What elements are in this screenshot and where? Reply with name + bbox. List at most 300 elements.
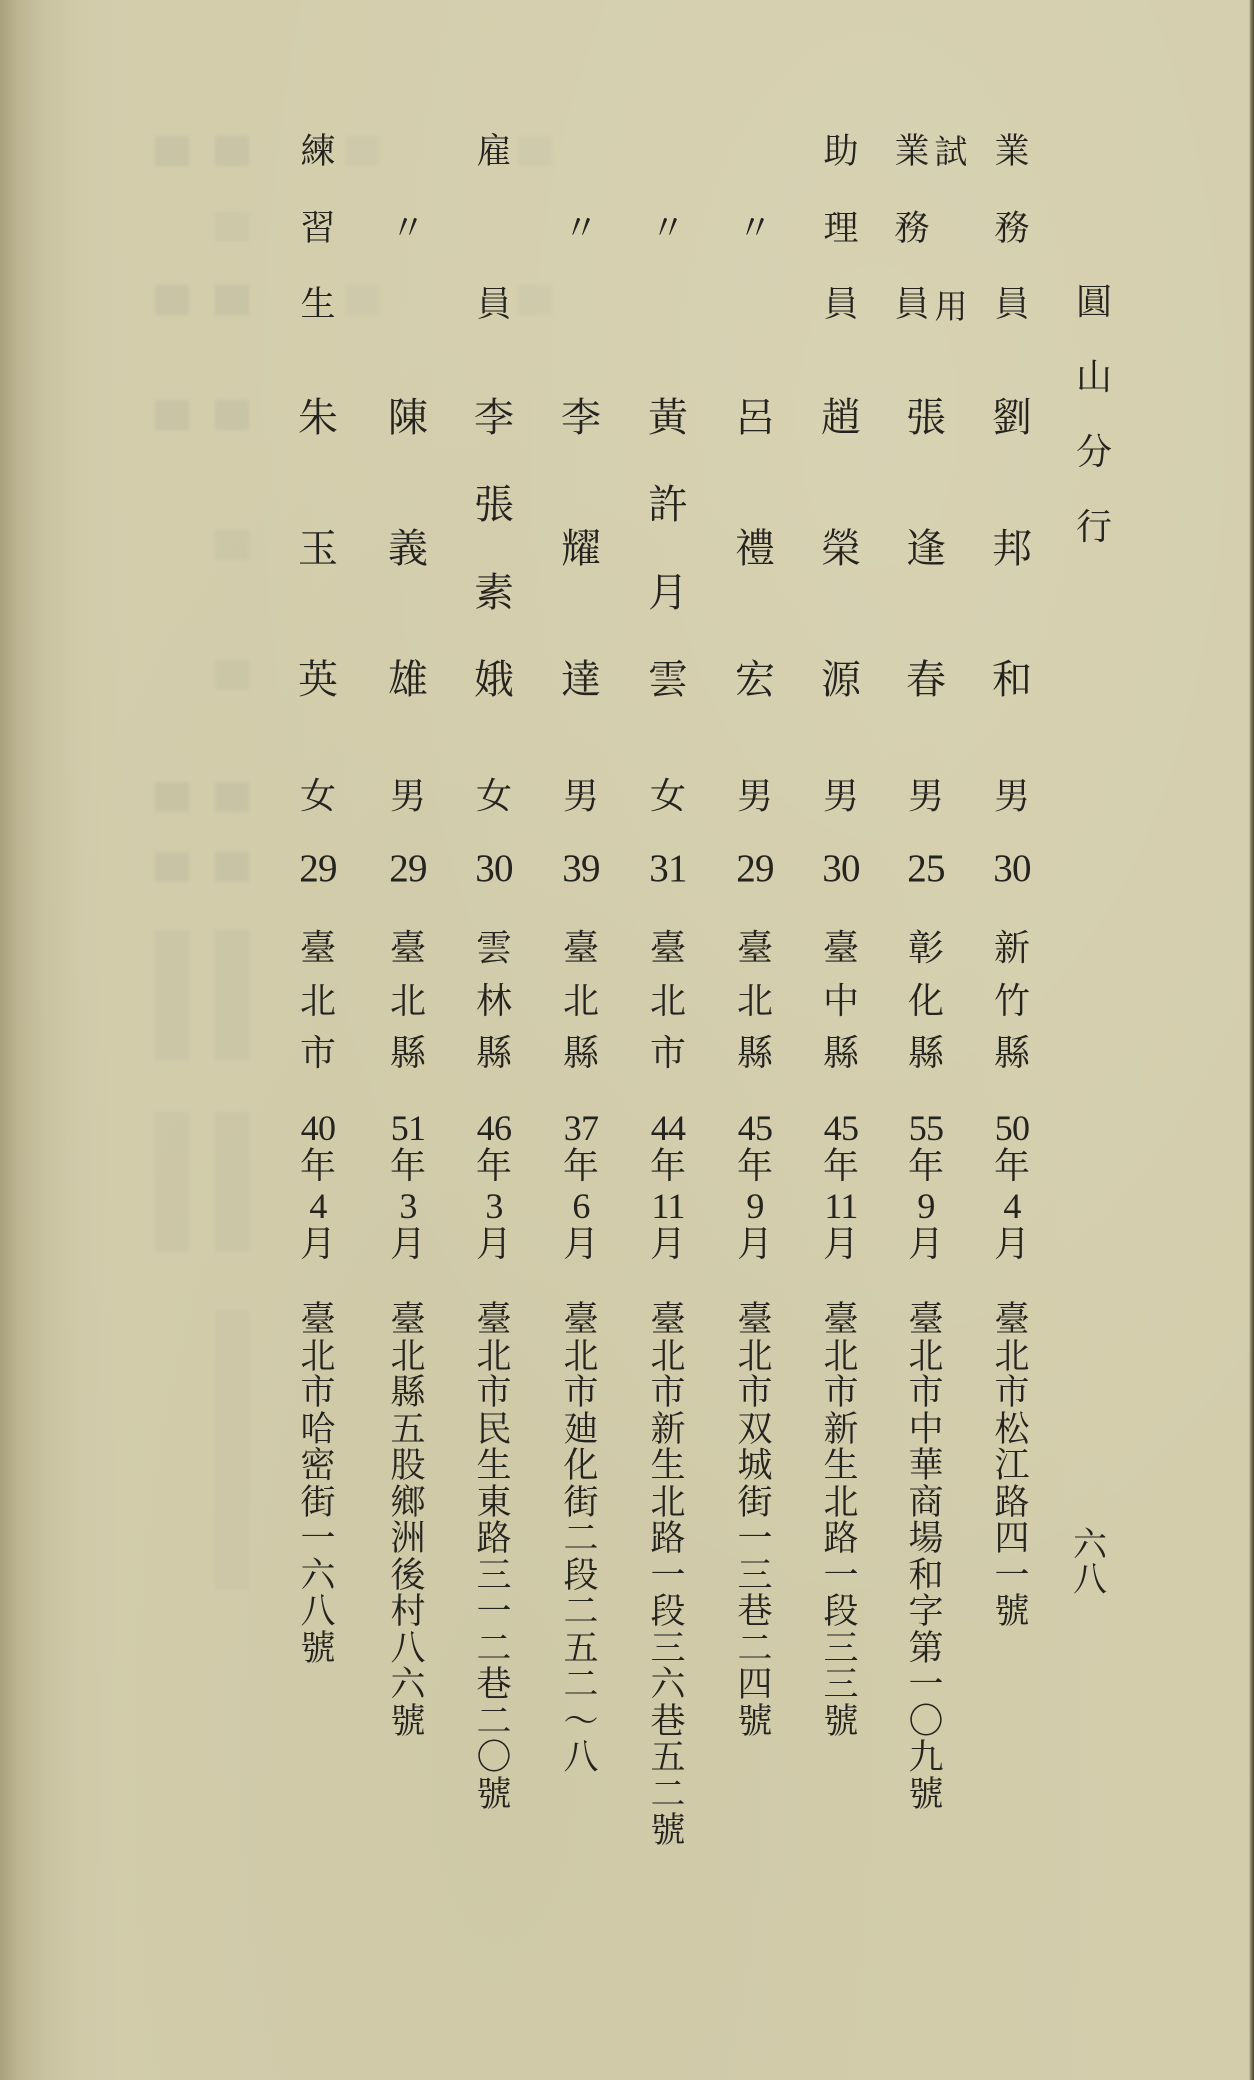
glyph: 北 bbox=[563, 1336, 599, 1377]
glyph: 39 bbox=[562, 847, 600, 890]
glyph: 一 bbox=[650, 1555, 686, 1596]
glyph: 八 bbox=[1073, 1560, 1107, 1600]
glyph: 員 bbox=[476, 285, 512, 325]
glyph: 黃 bbox=[648, 395, 688, 441]
glyph: 李 bbox=[474, 395, 514, 441]
glyph: 雲 bbox=[648, 656, 688, 703]
glyph: 新 bbox=[823, 1409, 859, 1450]
glyph: 行 bbox=[1075, 507, 1113, 548]
staff-name bbox=[388, 395, 428, 703]
bleed-through-mark bbox=[215, 136, 249, 166]
glyph: 劉 bbox=[992, 395, 1032, 441]
bleed-through-mark bbox=[345, 285, 379, 315]
job-title bbox=[823, 132, 859, 325]
start-date bbox=[737, 1110, 773, 1263]
glyph: ～ bbox=[563, 1701, 599, 1742]
staff-name bbox=[906, 395, 946, 703]
sex bbox=[475, 776, 513, 817]
start-date bbox=[994, 1110, 1030, 1263]
glyph: 五 bbox=[650, 1738, 686, 1778]
glyph: 山 bbox=[1075, 357, 1113, 398]
glyph: 北 bbox=[650, 1336, 686, 1377]
age bbox=[562, 849, 599, 888]
glyph: 巷 bbox=[737, 1592, 773, 1632]
sex bbox=[649, 776, 687, 817]
native-place bbox=[907, 928, 945, 1074]
bleed-through-mark bbox=[215, 400, 249, 430]
glyph: 46 bbox=[476, 1108, 512, 1148]
glyph: 北 bbox=[300, 1336, 336, 1377]
bleed-through-mark bbox=[518, 136, 552, 166]
glyph: 呂 bbox=[735, 395, 775, 441]
glyph: 年 bbox=[907, 1146, 945, 1187]
glyph: 〇 bbox=[908, 1701, 944, 1742]
glyph: 北 bbox=[823, 1336, 859, 1377]
glyph: 試 bbox=[934, 132, 968, 171]
glyph: 生 bbox=[476, 1446, 512, 1486]
glyph: 化 bbox=[907, 980, 945, 1022]
glyph: 女 bbox=[299, 776, 337, 817]
bleed-through-mark bbox=[155, 285, 189, 315]
glyph: 理 bbox=[823, 208, 859, 249]
staff-name bbox=[992, 395, 1032, 703]
glyph: 臺 bbox=[563, 1300, 599, 1340]
sex bbox=[389, 776, 427, 817]
job-title bbox=[994, 132, 1030, 325]
glyph: 50 bbox=[994, 1108, 1030, 1148]
glyph: 11 bbox=[824, 1186, 858, 1226]
glyph: 段 bbox=[823, 1592, 859, 1632]
glyph: 二 bbox=[563, 1592, 599, 1632]
glyph: 源 bbox=[821, 657, 861, 703]
address bbox=[908, 1300, 944, 1815]
glyph: 市 bbox=[823, 1373, 859, 1413]
native-place bbox=[475, 928, 513, 1074]
bleed-through-mark bbox=[215, 212, 249, 242]
job-title-ditto bbox=[563, 135, 598, 323]
glyph: 路 bbox=[823, 1519, 859, 1559]
glyph: 市 bbox=[650, 1373, 686, 1413]
glyph: 年 bbox=[389, 1146, 427, 1187]
glyph: 段 bbox=[650, 1592, 686, 1632]
glyph: 臺 bbox=[649, 928, 687, 969]
glyph: 月 bbox=[736, 1224, 774, 1265]
glyph: 臺 bbox=[822, 928, 860, 969]
glyph: 三 bbox=[823, 1665, 859, 1705]
glyph: 場 bbox=[908, 1519, 944, 1559]
glyph: 縣 bbox=[822, 1033, 860, 1074]
bleed-through-mark bbox=[215, 285, 249, 315]
glyph: 一 bbox=[300, 1519, 336, 1559]
glyph: 化 bbox=[563, 1446, 599, 1486]
glyph: 一 bbox=[737, 1519, 773, 1559]
glyph: 分 bbox=[1075, 432, 1113, 473]
glyph: 業 bbox=[894, 132, 930, 172]
job-title bbox=[894, 132, 930, 325]
glyph: 市 bbox=[300, 1373, 336, 1413]
address bbox=[300, 1300, 336, 1669]
glyph: 4 bbox=[1003, 1186, 1021, 1226]
page-edge bbox=[1249, 0, 1254, 2080]
glyph: 路 bbox=[650, 1519, 686, 1559]
glyph: 竹 bbox=[993, 980, 1031, 1022]
sex bbox=[822, 776, 860, 817]
glyph: 員 bbox=[823, 285, 859, 325]
glyph: 北 bbox=[649, 980, 687, 1022]
staff-name bbox=[821, 395, 861, 703]
age bbox=[993, 849, 1030, 888]
glyph: 哈 bbox=[300, 1409, 336, 1450]
glyph: 八 bbox=[563, 1738, 599, 1778]
glyph: 年 bbox=[649, 1146, 687, 1187]
glyph: 生 bbox=[823, 1446, 859, 1486]
address bbox=[563, 1300, 599, 1778]
glyph: 3 bbox=[485, 1186, 503, 1226]
glyph: 城 bbox=[737, 1446, 773, 1486]
native-place bbox=[299, 928, 337, 1074]
glyph: 號 bbox=[994, 1592, 1030, 1632]
age bbox=[475, 849, 512, 888]
glyph: 雲 bbox=[475, 928, 513, 969]
glyph: 縣 bbox=[475, 1033, 513, 1074]
glyph: 臺 bbox=[736, 928, 774, 969]
glyph: 二 bbox=[476, 1701, 512, 1742]
glyph: 北 bbox=[823, 1482, 859, 1523]
glyph: 號 bbox=[823, 1701, 859, 1742]
glyph: 朱 bbox=[298, 395, 338, 441]
glyph: 9 bbox=[917, 1186, 935, 1226]
glyph: 耀 bbox=[561, 526, 601, 572]
glyph: 中 bbox=[908, 1409, 944, 1450]
glyph: 29 bbox=[299, 847, 337, 890]
glyph: 六 bbox=[390, 1665, 426, 1705]
bleed-through-mark bbox=[518, 285, 552, 315]
glyph: 月 bbox=[299, 1224, 337, 1265]
glyph: 和 bbox=[992, 657, 1032, 703]
address bbox=[390, 1300, 426, 1742]
native-place bbox=[562, 928, 600, 1074]
staff-name bbox=[648, 395, 688, 703]
glyph: 號 bbox=[737, 1701, 773, 1742]
glyph: 〃 bbox=[563, 208, 599, 249]
glyph: 臺 bbox=[476, 1300, 512, 1340]
glyph: 年 bbox=[475, 1146, 513, 1187]
glyph: 北 bbox=[650, 1482, 686, 1523]
start-date bbox=[300, 1110, 336, 1263]
glyph: 股 bbox=[390, 1446, 426, 1486]
glyph: 用 bbox=[934, 287, 968, 326]
glyph: 臺 bbox=[300, 1300, 336, 1340]
bleed-through-mark bbox=[215, 782, 249, 812]
glyph: 李 bbox=[561, 395, 601, 441]
bleed-through-mark bbox=[215, 660, 249, 690]
glyph: 村 bbox=[390, 1592, 426, 1632]
age bbox=[389, 849, 426, 888]
glyph: 六 bbox=[650, 1665, 686, 1705]
glyph: 55 bbox=[908, 1108, 944, 1148]
glyph: 二 bbox=[563, 1519, 599, 1559]
age bbox=[822, 849, 859, 888]
glyph: 男 bbox=[993, 776, 1031, 817]
glyph: 號 bbox=[650, 1811, 686, 1851]
glyph: 年 bbox=[299, 1146, 337, 1187]
age bbox=[649, 849, 686, 888]
glyph: 〃 bbox=[737, 208, 773, 249]
address bbox=[650, 1300, 686, 1851]
glyph: 51 bbox=[390, 1108, 426, 1148]
start-date bbox=[650, 1110, 686, 1263]
glyph: 31 bbox=[649, 847, 687, 890]
glyph: 市 bbox=[908, 1373, 944, 1413]
glyph: 月 bbox=[648, 569, 688, 616]
glyph: 9 bbox=[746, 1186, 764, 1226]
glyph: 年 bbox=[822, 1146, 860, 1187]
bleed-through-mark bbox=[155, 136, 189, 166]
native-place bbox=[649, 928, 687, 1074]
glyph: 6 bbox=[572, 1186, 590, 1226]
glyph: 密 bbox=[300, 1446, 336, 1486]
glyph: 達 bbox=[561, 657, 601, 703]
glyph: 臺 bbox=[562, 928, 600, 969]
glyph: 商 bbox=[908, 1482, 944, 1523]
glyph: 縣 bbox=[907, 1033, 945, 1074]
glyph: 男 bbox=[822, 776, 860, 817]
glyph: 雇 bbox=[476, 132, 512, 172]
staff-name bbox=[298, 395, 338, 703]
glyph: 月 bbox=[907, 1224, 945, 1265]
glyph: 玉 bbox=[298, 526, 338, 572]
glyph: 彰 bbox=[907, 928, 945, 969]
glyph: 一 bbox=[994, 1555, 1030, 1596]
glyph: 街 bbox=[563, 1482, 599, 1523]
glyph: 月 bbox=[822, 1224, 860, 1265]
glyph: 街 bbox=[737, 1482, 773, 1523]
glyph: 月 bbox=[649, 1224, 687, 1265]
glyph: 禮 bbox=[735, 526, 775, 572]
glyph: 臺 bbox=[389, 928, 427, 969]
glyph: 29 bbox=[736, 847, 774, 890]
staff-name bbox=[735, 395, 775, 703]
glyph: 〃 bbox=[390, 208, 426, 249]
glyph: 市 bbox=[649, 1033, 687, 1074]
glyph: 北 bbox=[299, 980, 337, 1022]
glyph: 臺 bbox=[299, 928, 337, 969]
glyph: 二 bbox=[650, 1774, 686, 1815]
glyph: 英 bbox=[298, 657, 338, 703]
glyph: 三 bbox=[737, 1555, 773, 1596]
glyph: 月 bbox=[562, 1224, 600, 1265]
glyph: 一 bbox=[823, 1555, 859, 1596]
glyph: 路 bbox=[994, 1482, 1030, 1523]
glyph: 五 bbox=[390, 1409, 426, 1450]
glyph: 中 bbox=[822, 980, 860, 1022]
glyph: 4 bbox=[309, 1186, 327, 1226]
title-annotation bbox=[934, 132, 968, 326]
job-title-ditto bbox=[650, 135, 685, 323]
glyph: 春 bbox=[906, 657, 946, 703]
glyph: 六 bbox=[1073, 1525, 1107, 1565]
glyph: 縣 bbox=[389, 1033, 427, 1074]
glyph: 字 bbox=[908, 1592, 944, 1632]
glyph: 第 bbox=[908, 1628, 944, 1669]
glyph: 圓 bbox=[1075, 282, 1113, 323]
glyph: 25 bbox=[907, 847, 945, 890]
glyph: 北 bbox=[736, 980, 774, 1022]
glyph: 縣 bbox=[390, 1373, 426, 1413]
native-place bbox=[389, 928, 427, 1074]
glyph: 市 bbox=[563, 1373, 599, 1413]
bleed-through-mark bbox=[215, 852, 249, 882]
glyph: 北 bbox=[737, 1336, 773, 1377]
start-date bbox=[390, 1110, 426, 1263]
bleed-through-mark bbox=[155, 852, 189, 882]
glyph: 雄 bbox=[388, 657, 428, 703]
glyph: 37 bbox=[563, 1108, 599, 1148]
start-date bbox=[908, 1110, 944, 1263]
start-date bbox=[563, 1110, 599, 1263]
glyph: 女 bbox=[475, 776, 513, 817]
native-place bbox=[993, 928, 1031, 1074]
glyph: 二 bbox=[737, 1628, 773, 1669]
staff-name bbox=[561, 395, 601, 703]
job-title-ditto bbox=[737, 135, 772, 323]
glyph: 臺 bbox=[908, 1300, 944, 1340]
glyph: 生 bbox=[300, 285, 336, 325]
glyph: 後 bbox=[390, 1555, 426, 1596]
age bbox=[907, 849, 944, 888]
glyph: 一 bbox=[908, 1665, 944, 1705]
glyph: 北 bbox=[390, 1336, 426, 1377]
native-place bbox=[822, 928, 860, 1074]
glyph: 東 bbox=[476, 1482, 512, 1523]
glyph: 張 bbox=[474, 482, 514, 529]
glyph: 習 bbox=[300, 208, 336, 249]
glyph: 30 bbox=[993, 847, 1031, 890]
glyph: 練 bbox=[300, 132, 336, 172]
glyph: 45 bbox=[737, 1108, 773, 1148]
glyph: 二 bbox=[563, 1665, 599, 1705]
glyph: 業 bbox=[994, 132, 1030, 172]
glyph: 華 bbox=[908, 1446, 944, 1486]
glyph: 〇 bbox=[476, 1738, 512, 1778]
glyph: 月 bbox=[993, 1224, 1031, 1265]
glyph: 宏 bbox=[735, 657, 775, 703]
glyph: 江 bbox=[994, 1446, 1030, 1486]
glyph: 29 bbox=[389, 847, 427, 890]
glyph: 北 bbox=[994, 1336, 1030, 1377]
glyph: 號 bbox=[390, 1701, 426, 1742]
glyph: 素 bbox=[474, 569, 514, 616]
glyph: 員 bbox=[894, 285, 930, 325]
glyph: 街 bbox=[300, 1482, 336, 1523]
glyph: 四 bbox=[737, 1665, 773, 1705]
age bbox=[299, 849, 336, 888]
glyph: 縣 bbox=[993, 1033, 1031, 1074]
glyph: 45 bbox=[823, 1108, 859, 1148]
address bbox=[476, 1300, 512, 1815]
glyph: 臺 bbox=[650, 1300, 686, 1340]
sex bbox=[299, 776, 337, 817]
address bbox=[823, 1300, 859, 1742]
bleed-through-mark bbox=[155, 400, 189, 430]
glyph: 縣 bbox=[736, 1033, 774, 1074]
glyph: 娥 bbox=[474, 656, 514, 703]
bleed-through-mark bbox=[155, 782, 189, 812]
glyph: 40 bbox=[300, 1108, 336, 1148]
glyph: 二 bbox=[476, 1628, 512, 1669]
sex bbox=[907, 776, 945, 817]
glyph: 務 bbox=[994, 208, 1030, 249]
glyph: 年 bbox=[562, 1146, 600, 1187]
glyph: 男 bbox=[736, 776, 774, 817]
glyph: 逢 bbox=[906, 526, 946, 572]
native-place bbox=[736, 928, 774, 1074]
glyph: 3 bbox=[399, 1186, 417, 1226]
glyph: 八 bbox=[390, 1628, 426, 1669]
glyph: 44 bbox=[650, 1108, 686, 1148]
bleed-through-mark bbox=[215, 530, 249, 560]
start-date bbox=[823, 1110, 859, 1263]
start-date bbox=[476, 1110, 512, 1263]
staff-name bbox=[474, 395, 514, 703]
glyph: 臺 bbox=[737, 1300, 773, 1340]
glyph: 市 bbox=[299, 1033, 337, 1074]
age bbox=[736, 849, 773, 888]
glyph: 三 bbox=[650, 1628, 686, 1669]
glyph: 生 bbox=[650, 1446, 686, 1486]
glyph: 新 bbox=[993, 928, 1031, 969]
glyph: 男 bbox=[562, 776, 600, 817]
bleed-through-mark bbox=[155, 1112, 189, 1252]
bleed-through-mark bbox=[215, 1310, 249, 1590]
glyph: 年 bbox=[736, 1146, 774, 1187]
glyph: 務 bbox=[894, 208, 930, 249]
glyph: 號 bbox=[300, 1628, 336, 1669]
glyph: 女 bbox=[649, 776, 687, 817]
bleed-through-mark bbox=[215, 1112, 249, 1252]
job-title bbox=[476, 132, 512, 325]
glyph: 四 bbox=[994, 1519, 1030, 1559]
glyph: 義 bbox=[388, 526, 428, 572]
glyph: 民 bbox=[476, 1409, 512, 1450]
glyph: 年 bbox=[993, 1146, 1031, 1187]
glyph: 北 bbox=[908, 1336, 944, 1377]
glyph: 張 bbox=[906, 395, 946, 441]
glyph: 八 bbox=[300, 1592, 336, 1632]
glyph: 洲 bbox=[390, 1519, 426, 1559]
bleed-through-mark bbox=[345, 136, 379, 166]
glyph: 廸 bbox=[563, 1409, 599, 1450]
glyph: 双 bbox=[737, 1409, 773, 1450]
glyph: 九 bbox=[908, 1738, 944, 1778]
glyph: 榮 bbox=[821, 526, 861, 572]
glyph: 三 bbox=[476, 1555, 512, 1596]
glyph: 助 bbox=[823, 132, 859, 172]
glyph: 松 bbox=[994, 1409, 1030, 1450]
glyph: 陳 bbox=[388, 395, 428, 441]
glyph: 30 bbox=[475, 847, 513, 890]
section-title bbox=[1075, 282, 1113, 548]
glyph: 五 bbox=[563, 1628, 599, 1669]
bleed-through-mark bbox=[215, 930, 249, 1060]
sex bbox=[736, 776, 774, 817]
glyph: 許 bbox=[648, 482, 688, 529]
job-title-ditto bbox=[390, 135, 425, 323]
glyph: 邦 bbox=[992, 526, 1032, 572]
glyph: 縣 bbox=[562, 1033, 600, 1074]
glyph: 北 bbox=[476, 1336, 512, 1377]
glyph: 11 bbox=[651, 1186, 685, 1226]
